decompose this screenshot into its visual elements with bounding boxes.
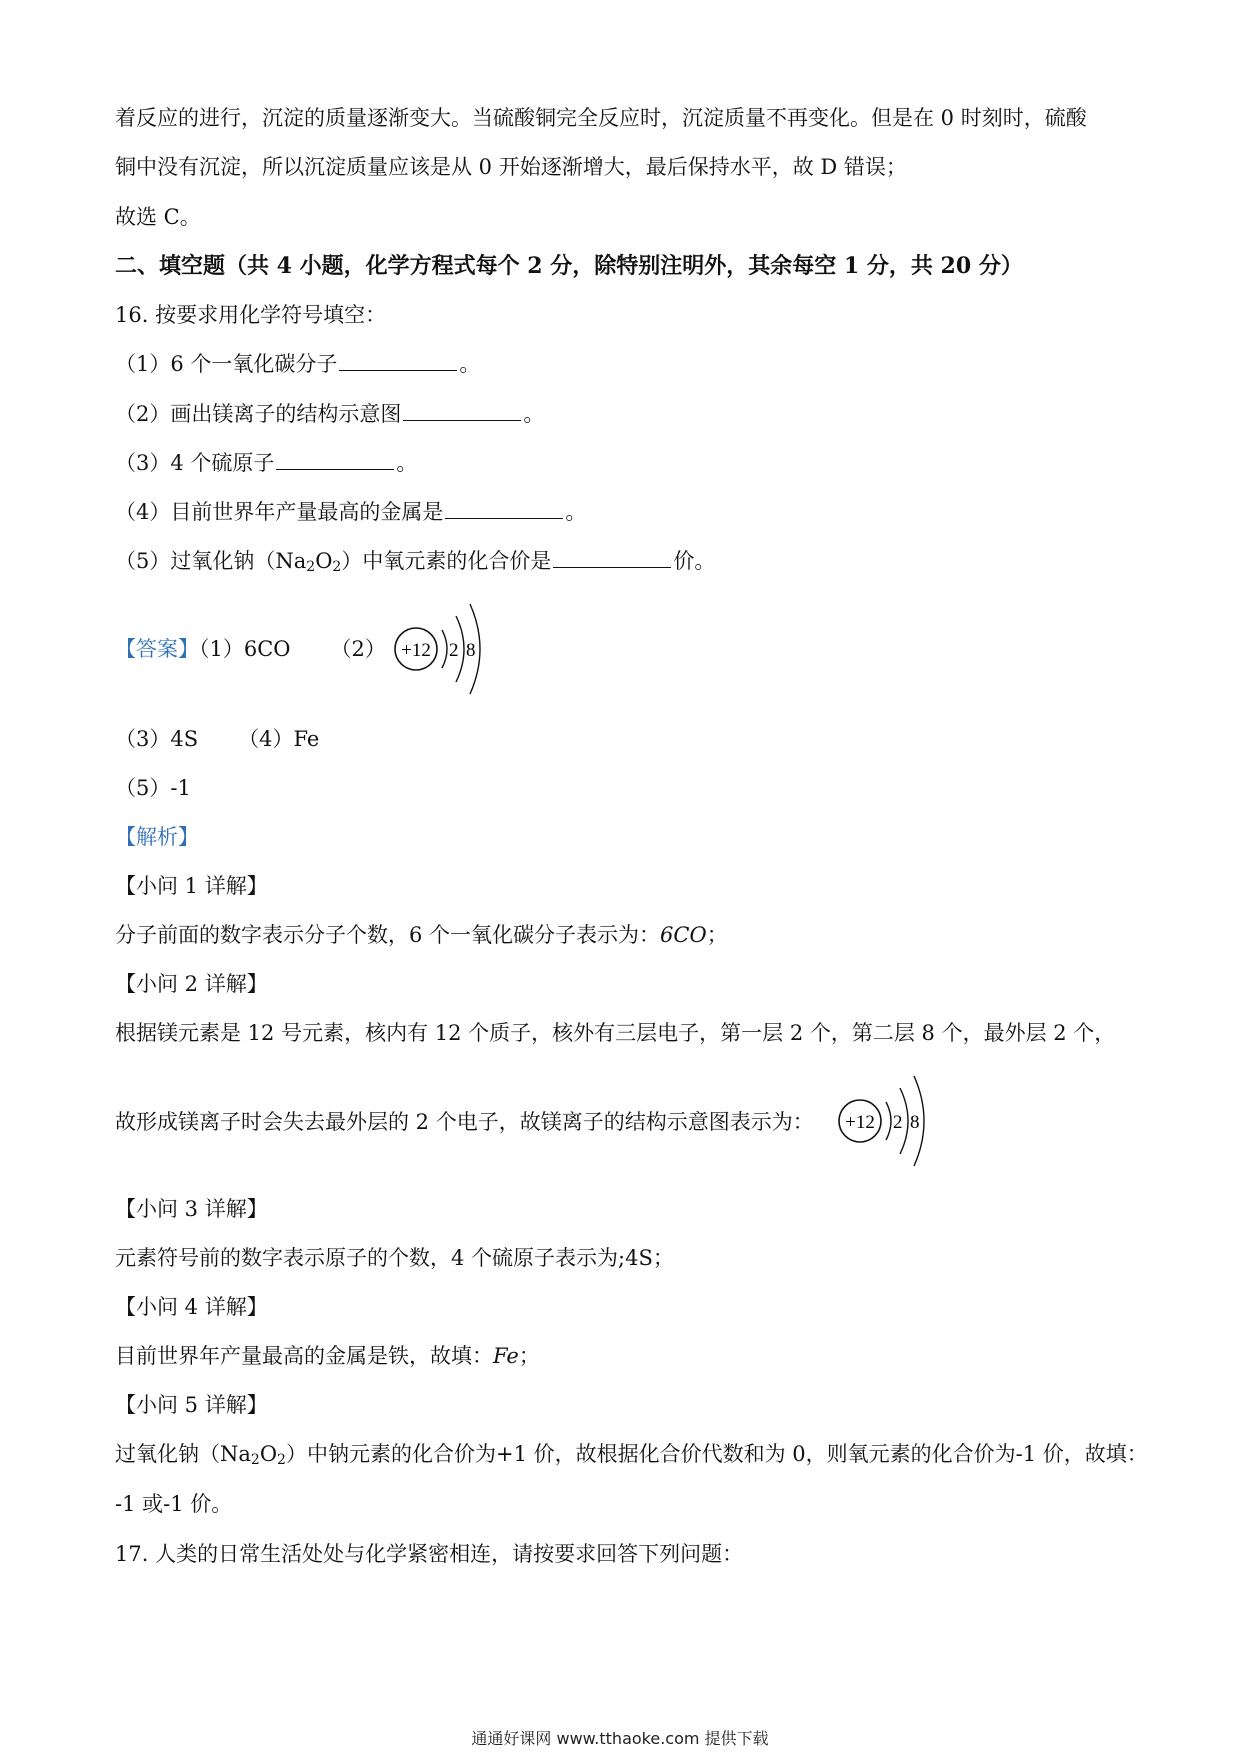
answer-line-2: （3）4S （4）Fe	[115, 727, 320, 751]
answer-line-1: 【答案】（1）6CO （2）	[115, 637, 386, 661]
answer-blank	[339, 350, 457, 371]
answer-blank	[403, 400, 521, 421]
detail-2-text: 故形成镁离子时会失去最外层的 2 个电子，故镁离子的结构示意图表示为：	[115, 1110, 814, 1134]
question-16-part-4: （4）目前世界年产量最高的金属是 。	[115, 500, 587, 524]
shell-1-count: 2	[449, 640, 459, 661]
question-16-part-5: （5）过氧化钠$(Na_2O_2)$中氧元素的化合价是 价。	[115, 549, 716, 575]
detail-3-text: 元素符号前的数字表示原子的个数，4 个硫原子表示为;4S；	[115, 1246, 674, 1270]
text-line: 着反应的进行，沉淀的质量逐渐变大。当硫酸铜完全反应时，沉淀质量不再变化。但是在 0 时刻时，硫酸	[115, 106, 1087, 130]
answer-blank	[445, 498, 563, 519]
magnesium-ion-diagram	[390, 594, 490, 704]
detail-2-title: 【小问 2 详解】	[115, 972, 268, 996]
answer-blank	[276, 449, 394, 470]
text-line: 故选 C。	[115, 205, 201, 229]
question-16-part-1: （1）6 个一氧化碳分子 。	[115, 352, 481, 376]
nucleus-charge: +12	[845, 1112, 875, 1133]
detail-5-text: -1 或-1 价。	[115, 1492, 233, 1516]
detail-4-text: 目前世界年产量最高的金属是铁，故填：Fe；	[115, 1344, 540, 1368]
question-16: 16. 按要求用化学符号填空：	[115, 303, 387, 327]
detail-5-title: 【小问 5 详解】	[115, 1393, 268, 1417]
question-16-part-3: （3）4 个硫原子 。	[115, 451, 418, 475]
analysis-label: 【解析】	[115, 825, 199, 849]
magnesium-ion-diagram	[834, 1066, 934, 1176]
section-title: 二、填空题（共 4 小题，化学方程式每个 2 分，除特别注明外，其余每空 1 分，共 20 分）	[115, 253, 1023, 279]
answer-label: 【答案】	[115, 637, 199, 661]
detail-1-title: 【小问 1 详解】	[115, 874, 268, 898]
detail-3-title: 【小问 3 详解】	[115, 1197, 268, 1221]
shell-2-count: 8	[466, 640, 476, 661]
detail-1-text: 分子前面的数字表示分子个数，6 个一氧化碳分子表示为：6CO；	[115, 923, 728, 947]
question-17: 17. 人类的日常生活处处与化学紧密相连，请按要求回答下列问题：	[115, 1542, 744, 1566]
footer-watermark: 通通好课网 www.tthaoke.com 提供下载	[471, 1729, 769, 1748]
detail-5-text: 过氧化钠$(Na_2O_2)$中钠元素的化合价为+1 价，故根据化合价代数和为 0，则氧元素的化合价为-1 价，故填：	[115, 1442, 1148, 1468]
shell-1-count: 2	[893, 1112, 903, 1133]
shell-2-count: 8	[910, 1112, 920, 1133]
text-line: 铜中没有沉淀，所以沉淀质量应该是从 0 开始逐渐增大，最后保持水平，故 D 错误；	[115, 155, 907, 179]
detail-4-title: 【小问 4 详解】	[115, 1295, 268, 1319]
detail-2-text: 根据镁元素是 12 号元素，核内有 12 个质子，核外有三层电子，第一层 2 个，第二层 8 个，最外层 2 个，	[115, 1021, 1116, 1045]
answer-line-3: （5）-1	[115, 776, 191, 800]
nucleus-charge: +12	[401, 640, 431, 661]
answer-blank	[553, 547, 671, 568]
question-16-part-2: （2）画出镁离子的结构示意图 。	[115, 402, 545, 426]
